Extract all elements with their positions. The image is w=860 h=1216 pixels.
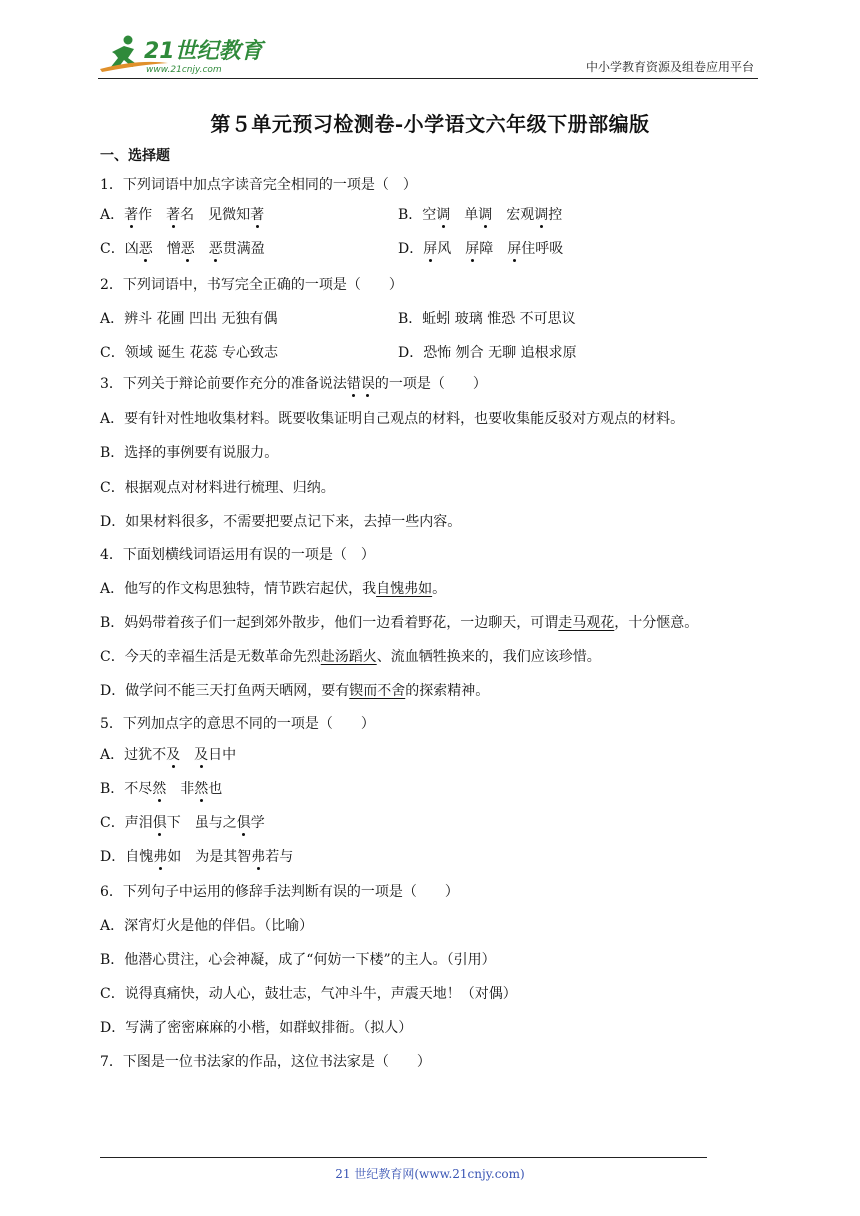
section-heading: 一、选择题 <box>100 148 170 164</box>
q5-option-d[interactable]: D．自愧弗如 为是其智弗若与 <box>100 849 294 865</box>
svg-text:www.21cnjy.com: www.21cnjy.com <box>146 65 222 75</box>
q4-option-b[interactable]: B．妈妈带着孩子们一起到郊外散步，他们一边看着野花，一边聊天，可谓走马观花，十分惬意。 <box>100 615 699 631</box>
q2-option-a[interactable]: A．辨斗 花圃 凹出 无独有偶 <box>100 311 278 327</box>
site-logo <box>98 32 268 76</box>
q5-option-a[interactable]: A．过犹不及 及日中 <box>100 747 237 763</box>
question-5-stem: 5．下列加点字的意思不同的一项是（ ） <box>100 716 375 732</box>
page-header <box>98 30 758 79</box>
footer-text[interactable]: 21 世纪教育网(www.21cnjy.com) <box>335 1167 525 1181</box>
q3-option-b[interactable]: B．选择的事例要有说服力。 <box>100 445 279 461</box>
question-6-stem: 6．下列句子中运用的修辞手法判断有误的一项是（ ） <box>100 884 459 900</box>
platform-name: 中小学教育资源及组卷应用平台 <box>585 60 754 74</box>
q5-option-c[interactable]: C．声泪俱下 虽与之俱学 <box>100 815 265 831</box>
q4-option-a[interactable]: A．他写的作文构思独特，情节跌宕起伏，我自愧弗如。 <box>100 581 447 597</box>
running-figure-icon <box>98 32 268 76</box>
question-3-stem: 3．下列关于辩论前要作充分的准备说法错误的一项是（ ） <box>100 376 487 392</box>
q3-option-c[interactable]: C．根据观点对材料进行梳理、归纳。 <box>100 480 335 496</box>
footer-divider <box>100 1157 707 1158</box>
q3-option-d[interactable]: D．如果材料很多，不需要把要点记下来，去掉一些内容。 <box>100 514 462 530</box>
q6-option-b[interactable]: B．他潜心贯注，心会神凝，成了“何妨一下楼”的主人。（引用） <box>100 952 496 968</box>
question-2-stem: 2．下列词语中，书写完全正确的一项是（ ） <box>100 277 403 293</box>
q2-option-c[interactable]: C．领域 诞生 花蕊 专心致志 <box>100 345 279 361</box>
q6-option-d[interactable]: D．写满了密密麻麻的小楷，如群蚁排衙。（拟人） <box>100 1020 413 1036</box>
q1-option-a[interactable]: A．著作 著名 见微知著 <box>100 207 265 223</box>
q2-option-b[interactable]: B．蚯蚓 玻璃 惟恐 不可思议 <box>398 311 576 327</box>
page-title: 第５单元预习检测卷-小学语文六年级下册部编版 <box>210 112 650 136</box>
q1-option-c[interactable]: C．凶恶 憎恶 恶贯满盈 <box>100 241 265 257</box>
question-7-stem: 7．下图是一位书法家的作品，这位书法家是（ ） <box>100 1054 431 1070</box>
q6-option-c[interactable]: C．说得真痛快，动人心，鼓壮志，气冲斗牛，声震天地！（对偶） <box>100 986 517 1002</box>
q6-option-a[interactable]: A．深宵灯火是他的伴侣。（比喻） <box>100 918 314 934</box>
q5-option-b[interactable]: B．不尽然 非然也 <box>100 781 223 797</box>
q1-option-b[interactable]: B．空调 单调 宏观调控 <box>398 207 563 223</box>
q4-option-d[interactable]: D．做学问不能三天打鱼两天晒网，要有锲而不舍的探索精神。 <box>100 683 490 699</box>
q2-option-d[interactable]: D．恐怖 刎合 无聊 追根求原 <box>398 345 577 361</box>
q4-option-c[interactable]: C．今天的幸福生活是无数革命先烈赴汤蹈火、流血牺牲换来的，我们应该珍惜。 <box>100 649 601 665</box>
question-4-stem: 4．下面划横线词语运用有误的一项是（ ） <box>100 547 375 563</box>
svg-text:21世纪教育: 21世纪教育 <box>144 39 263 64</box>
q1-option-d[interactable]: D．屏风 屏障 屏住呼吸 <box>398 241 564 257</box>
question-1-stem: 1．下列词语中加点字读音完全相同的一项是（ ） <box>100 177 417 193</box>
q3-option-a[interactable]: A．要有针对性地收集材料。既要收集证明自己观点的材料，也要收集能反驳对方观点的材料。 <box>100 411 685 427</box>
